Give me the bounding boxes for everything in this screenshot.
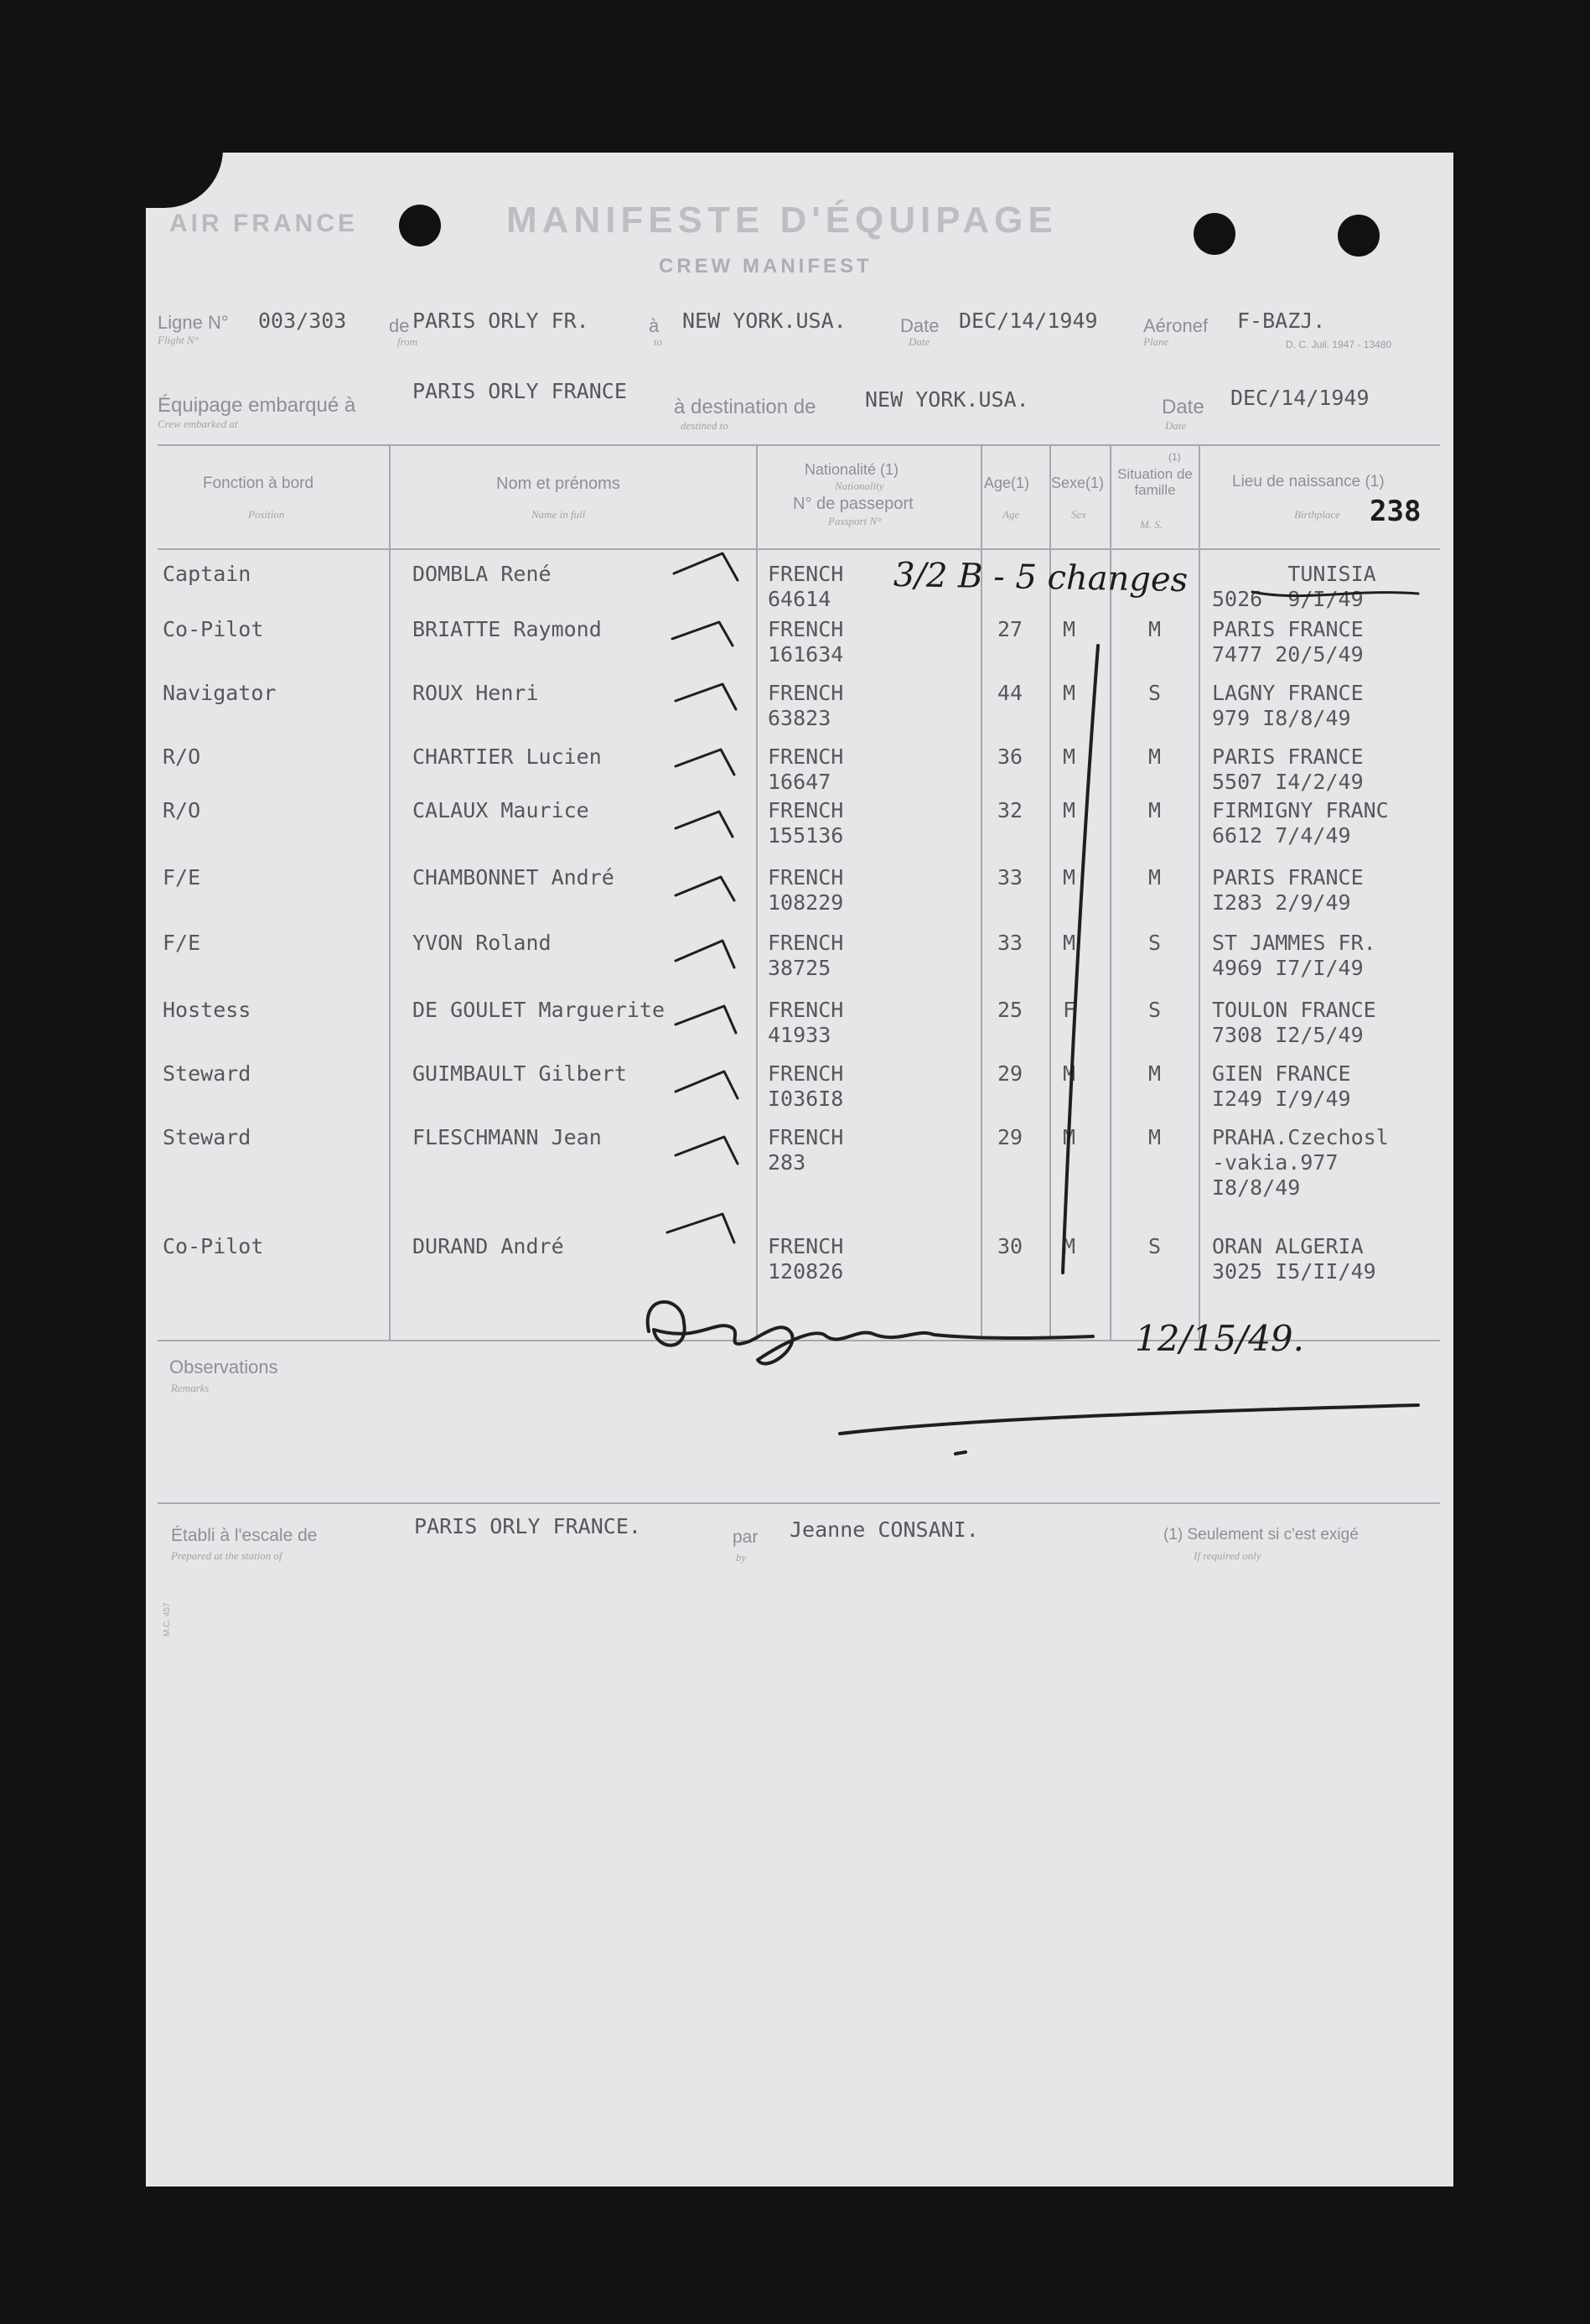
crew-birthplace-line: I249 I/9/49 — [1212, 1087, 1351, 1111]
crew-birthplace-line: PRAHA.Czechosl — [1212, 1125, 1389, 1149]
flight-date: DEC/14/1949 — [959, 309, 1098, 333]
footnote: (1) Seulement si c'est exigé — [1163, 1526, 1359, 1543]
crew-status: S — [1148, 1234, 1162, 1258]
crew-birthplace-line: FIRMIGNY FRANC — [1212, 798, 1389, 822]
crew-status: M — [1148, 744, 1162, 769]
crew-nationality-value: FRENCH — [768, 562, 844, 586]
crew-passport-number: 161634 — [768, 642, 844, 667]
crew-status: M — [1148, 1125, 1162, 1149]
col-header-passport-en: Passport N° — [828, 515, 882, 527]
crew-passport-number: 16647 — [768, 770, 831, 794]
crew-nationality-value: FRENCH — [768, 1234, 844, 1258]
crew-sex: M — [1063, 744, 1076, 769]
crew-passport-number: 63823 — [768, 706, 831, 730]
ink-dot — [956, 1452, 966, 1454]
crew-nationality-value: FRENCH — [768, 617, 844, 641]
col-header-age: Age(1) — [984, 475, 1030, 491]
crew-birthplace-line: 5507 I4/2/49 — [1212, 770, 1364, 794]
crew-status: M — [1148, 1061, 1162, 1086]
embark-label-en: Crew embarked at — [158, 418, 238, 430]
check-mark — [672, 622, 733, 646]
company-name: AIR FRANCE — [169, 210, 358, 237]
prepared-by-label: par — [733, 1528, 759, 1547]
col-header-name: Nom et prénoms — [496, 475, 620, 493]
check-mark — [676, 684, 736, 709]
flight-label-en: Flight N° — [158, 334, 199, 346]
check-mark — [676, 1137, 738, 1164]
crew-sex: M — [1063, 931, 1076, 955]
flight-from: PARIS ORLY FR. — [412, 309, 589, 333]
crew-age: 25 — [997, 998, 1023, 1022]
crew-nationality-value: FRENCH — [768, 1125, 844, 1149]
crew-birthplace-line: 7477 20/5/49 — [1212, 642, 1364, 667]
crew-birthplace-line: I283 2/9/49 — [1212, 890, 1351, 915]
destination-label-en: destined to — [681, 419, 728, 432]
crew-name: YVON Roland — [412, 931, 552, 955]
crew-position: F/E — [163, 931, 201, 955]
crew-passport-number: 64614 — [768, 587, 831, 611]
crew-birthplace-line: 4969 I7/I/49 — [1212, 956, 1364, 980]
prepared-by-label-en: by — [736, 1551, 747, 1564]
crew-sex: M — [1063, 681, 1076, 705]
plane-registration: F-BAZJ. — [1237, 309, 1326, 333]
from-label: de — [389, 315, 410, 336]
crew-sex: M — [1063, 617, 1076, 641]
col-header-position: Fonction à bord — [203, 475, 314, 492]
check-marks — [667, 553, 738, 1242]
crew-nationality-value: FRENCH — [768, 798, 844, 822]
handwritten-note: 3/2 B - 5 changes — [893, 555, 1189, 600]
plane-label: Aéronef — [1143, 315, 1209, 336]
check-mark — [667, 1214, 734, 1242]
vertical-ink-stroke — [1063, 646, 1098, 1273]
crew-position: R/O — [163, 744, 201, 769]
crew-status: S — [1148, 681, 1162, 705]
crew-position: Navigator — [163, 681, 277, 705]
remarks-ink-stroke — [840, 1405, 1418, 1434]
crew-passport-number: 283 — [768, 1150, 806, 1175]
col-header-status-note: (1) — [1168, 451, 1181, 463]
crew-name: CHAMBONNET André — [412, 865, 614, 890]
crew-sex: M — [1063, 798, 1076, 822]
crew-age: 30 — [997, 1234, 1023, 1258]
remarks-label: Observations — [169, 1357, 278, 1377]
signed-date: 12/15/49. — [1135, 1318, 1304, 1359]
crew-position: F/E — [163, 865, 201, 890]
form-reference: D. C. Juil. 1947 - 13480 — [1286, 339, 1392, 350]
col-header-nationality: Nationalité (1) — [805, 461, 899, 478]
embark-destination: NEW YORK.USA. — [865, 387, 1029, 412]
crew-sex: M — [1063, 865, 1076, 890]
col-header-sex: Sexe(1) — [1051, 475, 1105, 491]
crew-name: BRIATTE Raymond — [412, 617, 602, 641]
crew-nationality-value: FRENCH — [768, 998, 844, 1022]
col-header-position-en: Position — [248, 508, 285, 521]
crew-position: Co-Pilot — [163, 617, 264, 641]
crew-birthplace-line: TOULON FRANCE — [1212, 998, 1376, 1022]
prepared-by-value: Jeanne CONSANI. — [790, 1517, 979, 1542]
check-mark — [676, 812, 733, 837]
crew-position: Steward — [163, 1125, 251, 1149]
footnote-en: If required only — [1194, 1549, 1261, 1562]
embark-date: DEC/14/1949 — [1230, 386, 1370, 410]
crew-age: 29 — [997, 1061, 1023, 1086]
crew-birthplace-line: ST JAMMES FR. — [1212, 931, 1376, 955]
crew-name: ROUX Henri — [412, 681, 539, 705]
crew-sex: M — [1063, 1125, 1076, 1149]
crew-nationality-value: FRENCH — [768, 1061, 844, 1086]
crew-age: 36 — [997, 744, 1023, 769]
crew-birthplace-line: PARIS FRANCE — [1212, 865, 1364, 890]
crew-position: R/O — [163, 798, 201, 822]
crew-nationality-value: FRENCH — [768, 865, 844, 890]
crew-name: GUIMBAULT Gilbert — [412, 1061, 627, 1086]
footer-rule — [158, 1502, 1440, 1504]
check-mark — [676, 1006, 736, 1033]
col-header-nationality-en: Nationality — [835, 480, 884, 492]
check-mark — [676, 877, 734, 900]
crew-nationality-value: FRENCH — [768, 931, 844, 955]
embark-date-label: Date — [1162, 396, 1204, 418]
col-header-status-en: M. S. — [1140, 518, 1163, 531]
embark-date-label-en: Date — [1165, 419, 1187, 432]
crew-name: FLESCHMANN Jean — [412, 1125, 602, 1149]
page-number: 238 — [1370, 495, 1422, 528]
destination-label: à destination de — [674, 396, 816, 418]
to-label: à — [649, 315, 660, 336]
handwriting-overlay — [146, 153, 1453, 1494]
crew-passport-number: 41933 — [768, 1023, 831, 1047]
crew-age: 27 — [997, 617, 1023, 641]
crew-status: S — [1148, 998, 1162, 1022]
crew-position: Steward — [163, 1061, 251, 1086]
crew-nationality-value: FRENCH — [768, 681, 844, 705]
crew-age: 44 — [997, 681, 1023, 705]
crew-passport-number: 155136 — [768, 823, 844, 848]
crew-birthplace-line: 6612 7/4/49 — [1212, 823, 1351, 848]
crew-status: S — [1148, 931, 1162, 955]
embark-place: PARIS ORLY FRANCE — [412, 379, 627, 403]
crew-birthplace-line: 979 I8/8/49 — [1212, 706, 1351, 730]
manifest-sheet — [146, 153, 1453, 2187]
col-header-passport: N° de passeport — [793, 495, 914, 513]
flight-label: Ligne N° — [158, 312, 229, 333]
crew-birthplace-line: 5026 9/I/49 — [1212, 587, 1364, 611]
crew-name: DE GOULET Marguerite — [412, 998, 666, 1022]
crew-age: 33 — [997, 865, 1023, 890]
col-header-name-en: Name in full — [531, 508, 586, 521]
crew-birthplace-line: GIEN FRANCE — [1212, 1061, 1351, 1086]
col-header-sex-en: Sex — [1071, 508, 1087, 521]
crew-sex: F — [1063, 998, 1076, 1022]
prepared-at-label-en: Prepared at the station of — [171, 1549, 282, 1562]
document-title: MANIFESTE D'ÉQUIPAGE — [506, 200, 1058, 241]
crew-passport-number: 120826 — [768, 1259, 844, 1284]
crew-position: Hostess — [163, 998, 251, 1022]
prepared-at-label: Établi à l'escale de — [171, 1526, 318, 1545]
crew-birthplace-line: ORAN ALGERIA — [1212, 1234, 1364, 1258]
crew-status: M — [1148, 865, 1162, 890]
crew-status: M — [1148, 798, 1162, 822]
prepared-at-value: PARIS ORLY FRANCE. — [414, 1514, 641, 1538]
to-label-en: to — [654, 335, 663, 348]
crew-status: M — [1148, 617, 1162, 641]
crew-sex: M — [1063, 1234, 1076, 1258]
flight-to: NEW YORK.USA. — [682, 309, 847, 333]
crew-sex: M — [1063, 1061, 1076, 1086]
col-header-age-en: Age — [1002, 508, 1020, 521]
check-mark — [676, 750, 734, 775]
crew-name: CHARTIER Lucien — [412, 744, 602, 769]
col-header-birthplace: Lieu de naissance (1) — [1232, 473, 1385, 490]
crew-age: 33 — [997, 931, 1023, 955]
crew-passport-number: 38725 — [768, 956, 831, 980]
crew-nationality-value: FRENCH — [768, 744, 844, 769]
crew-birthplace-line: PARIS FRANCE — [1212, 617, 1364, 641]
crew-birthplace-line: 3025 I5/II/49 — [1212, 1259, 1376, 1284]
crew-birthplace-line: LAGNY FRANCE — [1212, 681, 1364, 705]
check-mark — [676, 941, 734, 967]
crew-birthplace-line: I8/8/49 — [1212, 1175, 1301, 1200]
crew-name: DOMBLA René — [412, 562, 552, 586]
crew-position: Captain — [163, 562, 251, 586]
crew-birthplace-line: 7308 I2/5/49 — [1212, 1023, 1364, 1047]
date-label: Date — [900, 315, 940, 336]
note-ink-strike — [1252, 592, 1418, 596]
col-header-status: Situation de famille — [1117, 466, 1193, 498]
crew-age: 32 — [997, 798, 1023, 822]
signature-scrawl — [648, 1302, 1093, 1364]
crew-birthplace-line: PARIS FRANCE — [1212, 744, 1364, 769]
flight-number: 003/303 — [258, 309, 347, 333]
check-mark — [674, 553, 738, 580]
margin-code: M.C. 457 — [163, 1602, 172, 1637]
crew-passport-number: I036I8 — [768, 1087, 844, 1111]
document-subtitle: CREW MANIFEST — [659, 255, 873, 278]
remarks-label-en: Remarks — [171, 1382, 210, 1394]
plane-label-en: Plane — [1143, 335, 1169, 348]
check-mark — [676, 1071, 738, 1098]
crew-position: Co-Pilot — [163, 1234, 264, 1258]
date-label-en: Date — [909, 335, 930, 348]
crew-name: DURAND André — [412, 1234, 564, 1258]
embark-label: Équipage embarqué à — [158, 394, 356, 417]
crew-age: 29 — [997, 1125, 1023, 1149]
from-label-en: from — [397, 335, 418, 348]
crew-birthplace-line: TUNISIA — [1212, 562, 1376, 586]
col-header-birthplace-en: Birthplace — [1294, 508, 1340, 521]
crew-passport-number: 108229 — [768, 890, 844, 915]
crew-name: CALAUX Maurice — [412, 798, 589, 822]
crew-birthplace-line: -vakia.977 — [1212, 1150, 1339, 1175]
